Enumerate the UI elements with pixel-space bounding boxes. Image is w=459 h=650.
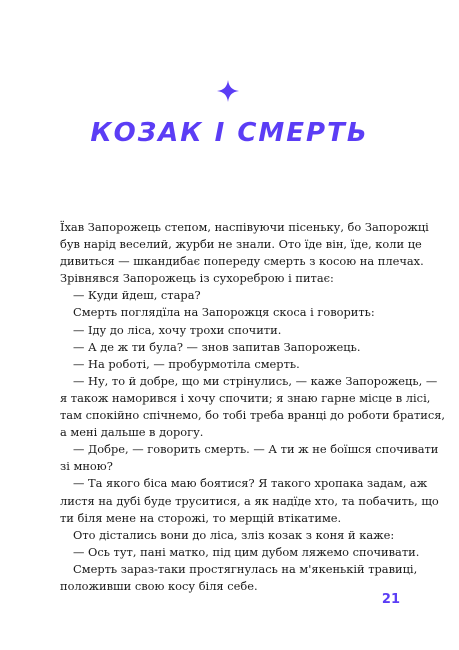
text-line: — Ось тут, пані матко, під цим дубом ляжемо спочивати. xyxy=(73,544,420,559)
page-number: 21 xyxy=(381,592,400,607)
four-point-star-icon xyxy=(217,80,239,102)
text-line: Смерть зараз-таки простягнулась на м'якенькій травиці, xyxy=(73,561,418,576)
text-line: зі мною? xyxy=(60,459,113,474)
text-line: а мені дальше в дорогу. xyxy=(60,425,204,440)
text-line: Їхав Запорожець степом, наспівуючи пісеньку, бо Запорожці xyxy=(60,220,429,234)
text-line: дивиться — шкандибає попереду смерть з косою на плечах. xyxy=(60,254,424,269)
text-line: — Іду до ліса, хочу трохи спочити. xyxy=(73,322,282,337)
text-line: — Добре, — говорить смерть. — А ти ж не боїшся спочивати xyxy=(73,442,439,457)
text-line: Зрівнявся Запорожець із сухореброю і питає: xyxy=(60,271,334,286)
text-line: Смерть поглядїла на Запорожця скоса і говорить: xyxy=(73,305,375,320)
chapter-title: КОЗАК І СМЕРТЬ xyxy=(90,118,369,148)
text-line: положивши свою косу біля себе. xyxy=(60,578,258,593)
text-line: листя на дубі буде труситися, а як надїде хто, та побачить, що xyxy=(60,493,439,508)
text-line: я також наморився і хочу спочити; я знаю гарне місце в лісі, xyxy=(60,390,431,405)
text-line: ти біля мене на сторожі, то мерщій втікатиме. xyxy=(60,510,342,525)
text-line: був нарід веселий, журби не знали. Ото їде він, їде, коли це xyxy=(60,237,422,252)
text-line: — На роботі, — пробурмотіла смерть. xyxy=(73,356,300,371)
body-text xyxy=(60,219,446,595)
text-line: — А де ж ти була? — знов запитав Запорожець. xyxy=(73,339,361,354)
text-line: — Куди йдеш, стара? xyxy=(73,288,201,303)
text-line: Ото дістались вони до ліса, зліз козак з коня й каже: xyxy=(73,527,395,542)
text-line: — Та якого біса маю боятися? Я такого хропака задам, аж xyxy=(73,476,428,491)
text-line: там спокійно спічнемо, бо тобі треба вранці до роботи братися, xyxy=(60,408,446,423)
text-line: — Ну, то й добре, що ми стрінулись, — каже Запорожець, — xyxy=(73,373,438,388)
